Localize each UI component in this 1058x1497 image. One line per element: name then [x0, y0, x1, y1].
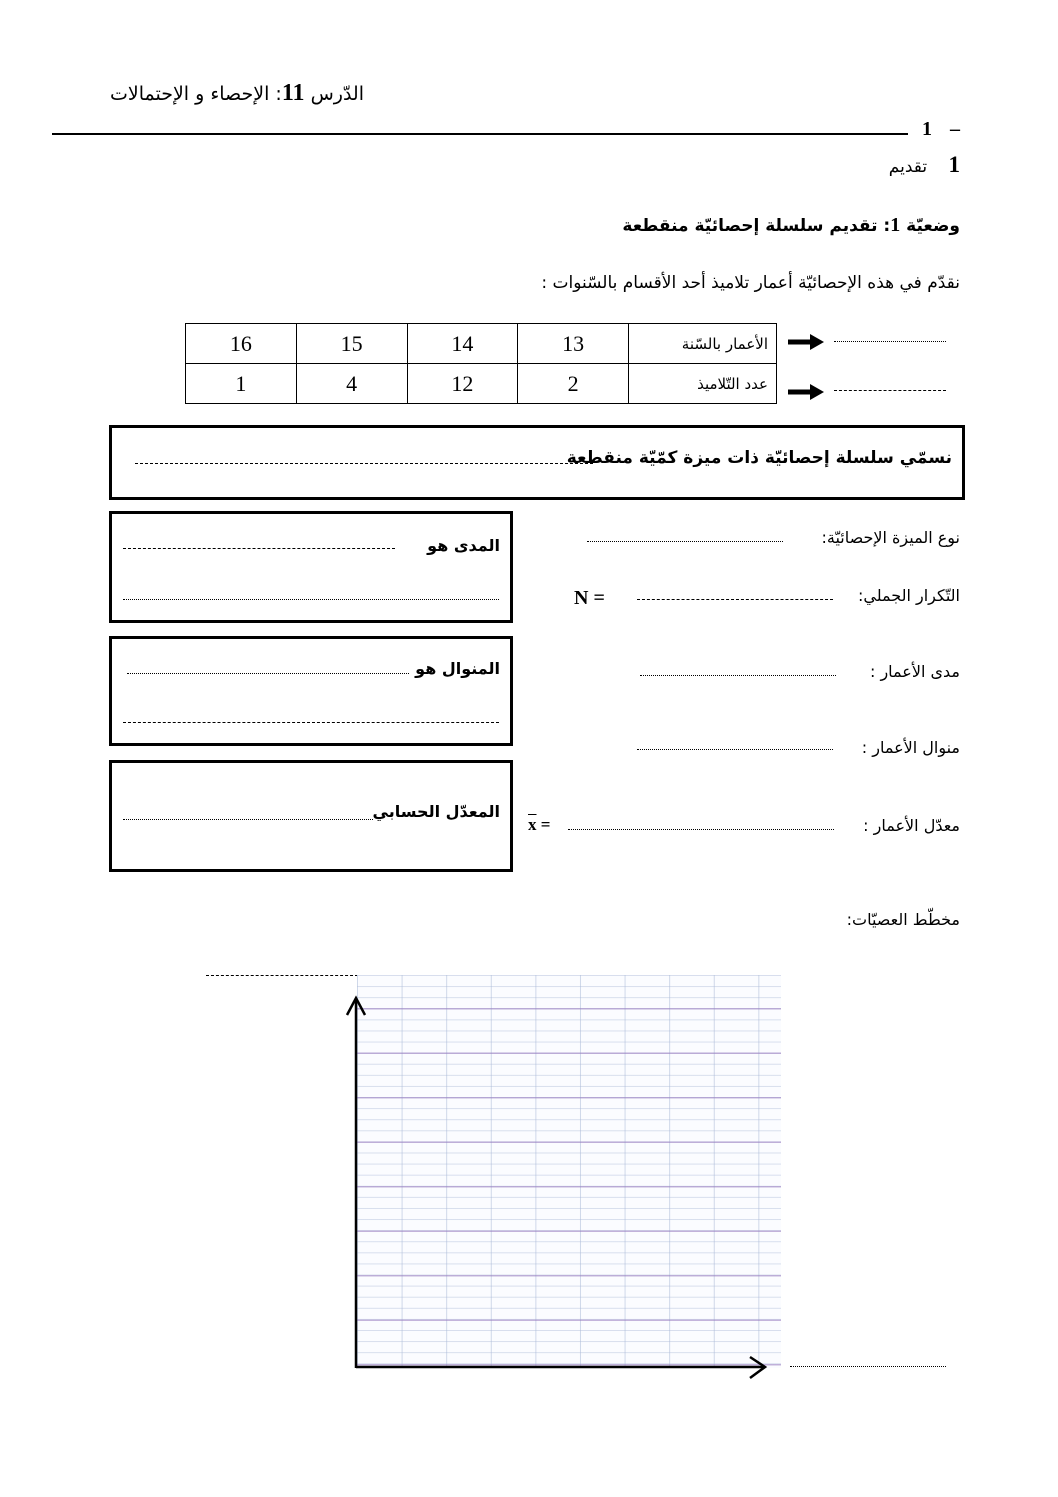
- range-answer-line-1[interactable]: [123, 548, 395, 549]
- situation-title: [520, 214, 960, 244]
- mode-answer-line-2[interactable]: [123, 722, 499, 723]
- range-label: المدى هو: [427, 536, 500, 555]
- table-cell: 2: [518, 364, 629, 404]
- table-cell: 1: [186, 364, 297, 404]
- y-axis-label-line[interactable]: [206, 975, 358, 976]
- range-box: [109, 511, 513, 623]
- prompt-age-mean: معدّل الأعمار :: [863, 816, 960, 835]
- age-frequency-table: [185, 323, 777, 404]
- mode-label: المنوال هو: [415, 659, 500, 678]
- total-frequency-answer-line[interactable]: [637, 599, 833, 600]
- table-row-counts: [186, 364, 777, 404]
- prompt-total-frequency: التّكرار الجملي:: [858, 586, 960, 605]
- table-row-ages: [186, 324, 777, 364]
- range-answer-line-2[interactable]: [123, 599, 499, 600]
- age-mean-answer-line[interactable]: [568, 829, 834, 830]
- mode-answer-line-1[interactable]: [127, 673, 409, 674]
- header-rule: [52, 133, 908, 135]
- lesson-title-text: : الإحصاء و الإحتمالات: [109, 83, 282, 105]
- section-title: تقديم: [888, 157, 928, 177]
- chart-axes: [340, 990, 780, 1380]
- mean-answer-line[interactable]: [123, 819, 373, 820]
- table-cell: 4: [296, 364, 407, 404]
- row-header-ages: الأعمار بالسّنة: [629, 324, 777, 364]
- lesson-number: 11: [281, 80, 305, 106]
- intro-text: نقدّم في هذه الإحصائيّة أعمار تلاميذ أحد الأقسام بالسّنوات :: [541, 273, 960, 293]
- situation-number: 1: [890, 214, 901, 236]
- situation-title-text: : تقديم سلسلة إحصائيّة منقطعة: [622, 216, 891, 236]
- age-mode-answer-line[interactable]: [637, 749, 833, 750]
- lesson-prefix: الدّرس: [310, 83, 364, 105]
- row-header-counts: عدد التّلاميذ: [629, 364, 777, 404]
- x-bar: $\overline{x}$: [528, 815, 537, 834]
- characteristic-type-answer-line[interactable]: [587, 541, 783, 542]
- arrow-right-icon: [788, 334, 824, 350]
- table-cell: 16: [186, 324, 297, 364]
- table-cell: 13: [518, 324, 629, 364]
- definition-answer-line[interactable]: [135, 463, 593, 464]
- table-cell: 15: [296, 324, 407, 364]
- prompt-age-mode: منوال الأعمار :: [861, 738, 960, 757]
- total-frequency-symbol: N =: [574, 587, 605, 609]
- answer-line-counts[interactable]: [834, 390, 946, 391]
- page-number: 1 –: [922, 118, 960, 140]
- lesson-title: [74, 80, 364, 110]
- mode-box: [109, 636, 513, 746]
- section-heading: [830, 152, 960, 184]
- prompt-characteristic-type: نوع الميزة الإحصائيّة:: [821, 528, 960, 547]
- age-range-answer-line[interactable]: [640, 675, 836, 676]
- table-cell: 12: [407, 364, 518, 404]
- prompt-age-range: مدى الأعمار :: [869, 662, 960, 681]
- bar-chart-title: مخطّط العصيّات:: [846, 910, 960, 929]
- mean-symbol: $\overline{x}$ =: [528, 815, 551, 834]
- arrow-right-icon: [788, 384, 824, 400]
- mean-label: المعدّل الحسابي: [372, 802, 500, 821]
- section-number: 1: [948, 152, 960, 177]
- answer-line-ages[interactable]: [834, 341, 946, 342]
- x-axis-label-line[interactable]: [790, 1366, 946, 1367]
- definition-text: نسمّي سلسلة إحصائيّة ذات ميزة كمّيّة منقطعة: [566, 448, 952, 468]
- table-cell: 14: [407, 324, 518, 364]
- situation-prefix: وضعيّة: [906, 216, 960, 236]
